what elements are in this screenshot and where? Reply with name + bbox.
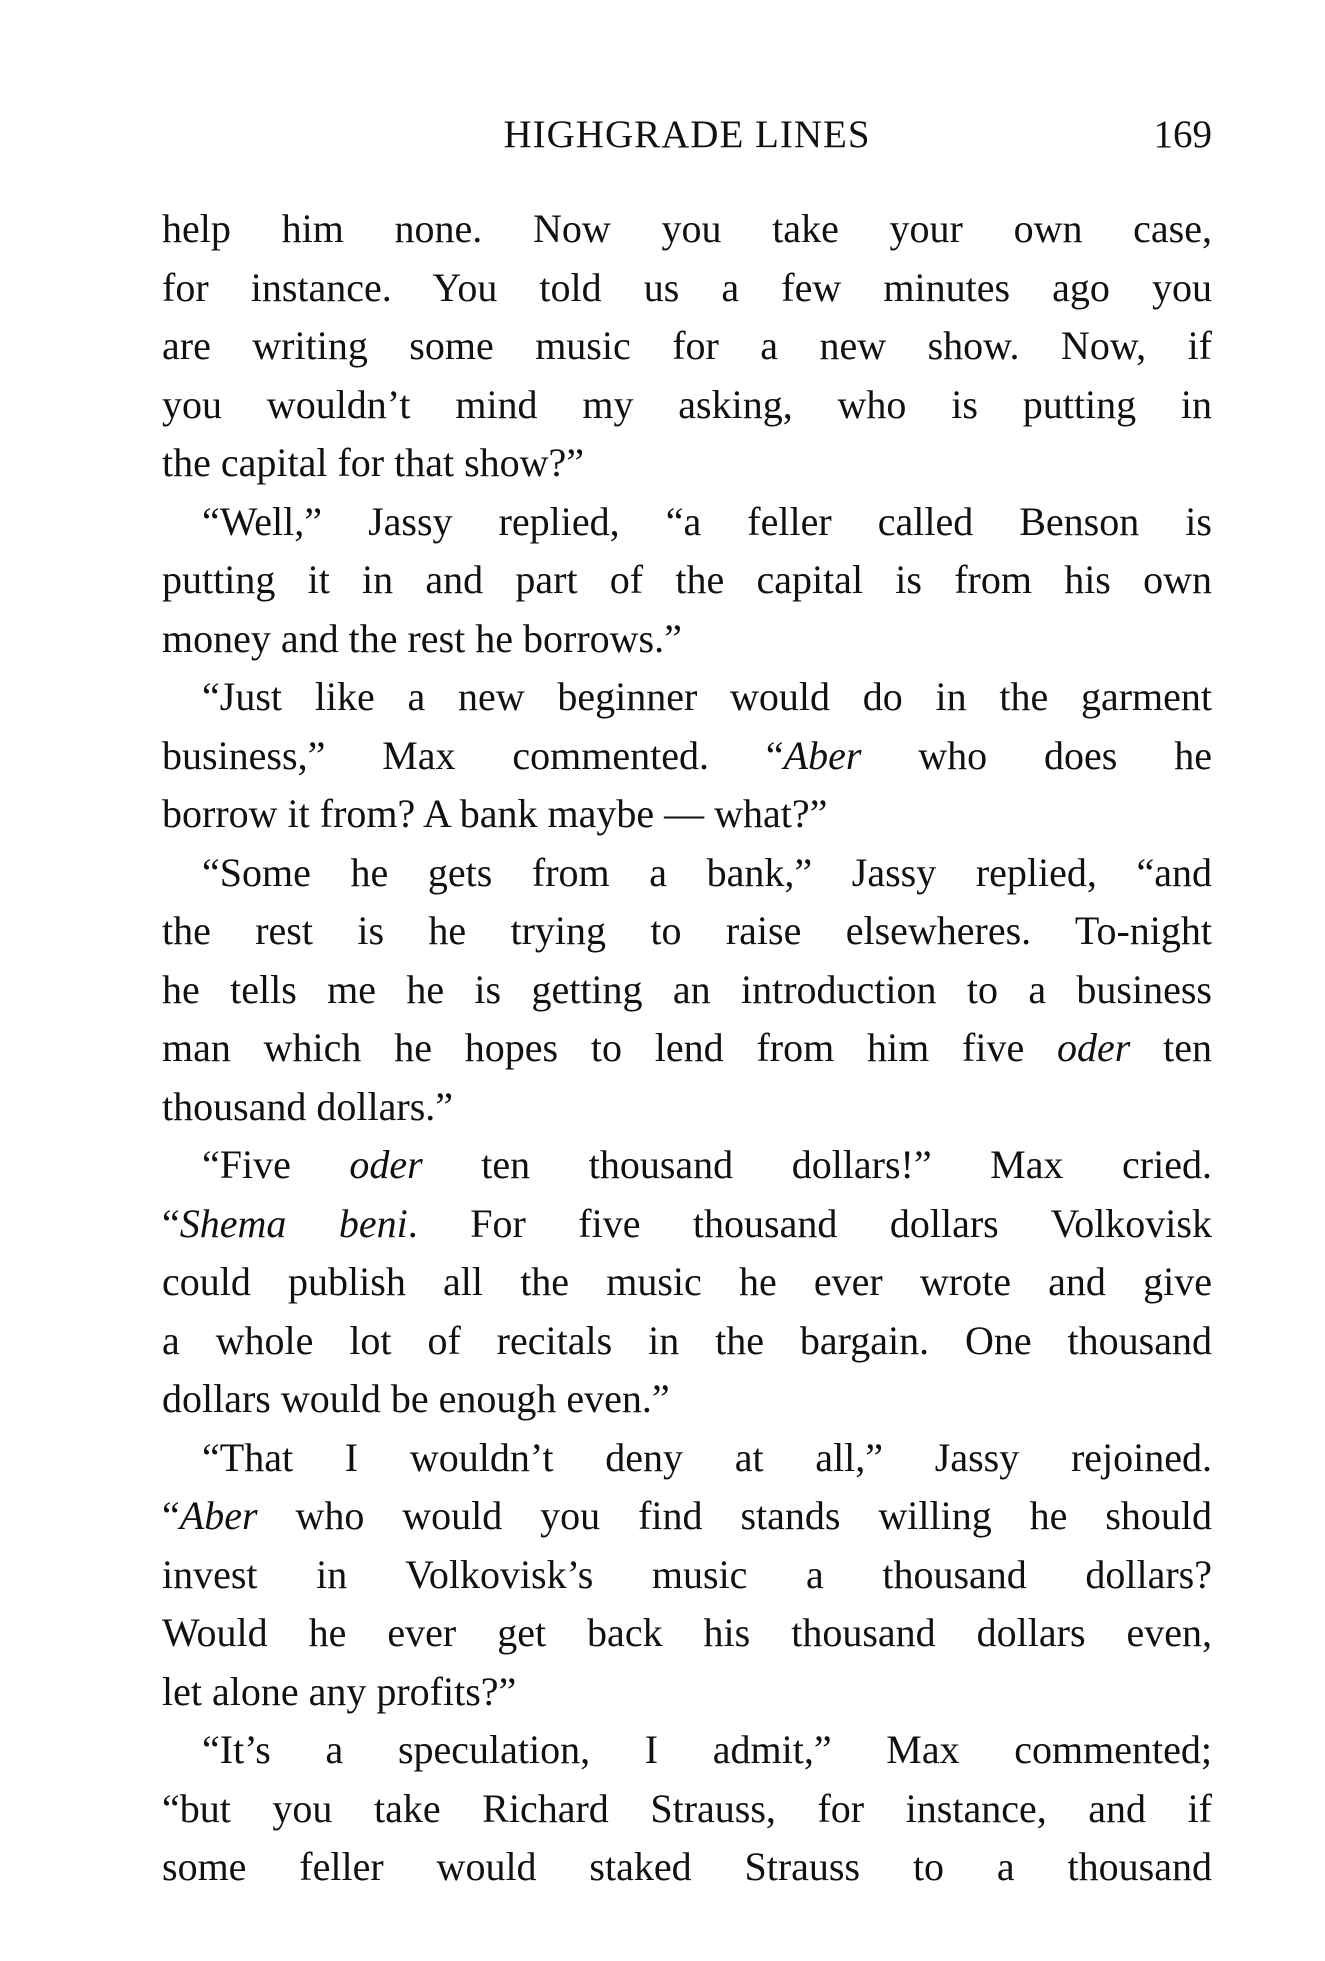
text-line: the rest is he trying to raise elsewheres. To-night — [162, 908, 1212, 953]
text-line: “but you take Richard Strauss, for instance, and if — [162, 1785, 1212, 1831]
text-line: a whole lot of recitals in the bargain. One thousand — [162, 1317, 1212, 1363]
text-line: help him none. Now you take your own case, — [162, 206, 1212, 251]
text-line: some feller would staked Strauss to a thousand — [162, 1844, 1212, 1889]
text-line: for instance. You told us a few minutes ago you — [162, 264, 1212, 310]
text-line: dollars would be enough even.” — [162, 1376, 670, 1421]
text-line: “Aber who would you find stands willing he should — [162, 1493, 1212, 1538]
text-line: “Well,” Jassy replied, “a feller called Benson is — [202, 498, 1212, 544]
text-line: “Some he gets from a bank,” Jassy replied, “and — [202, 849, 1212, 895]
text-line: money and the rest he borrows.” — [162, 615, 682, 661]
page-number: 169 — [1153, 113, 1212, 156]
text-line: “It’s a speculation, I admit,” Max commented; — [202, 1727, 1212, 1772]
text-line: borrow it from? A bank maybe — what?” — [162, 791, 828, 836]
text-line: the capital for that show?” — [162, 440, 585, 485]
page-header — [162, 112, 1212, 172]
text-line: invest in Volkovisk’s music a thousand dollars? — [162, 1551, 1212, 1597]
text-line: business,” Max commented. “Aber who does he — [162, 732, 1212, 778]
text-line: thousand dollars.” — [162, 1083, 454, 1129]
running-head: HIGHGRADE LINES — [503, 113, 871, 156]
text-line: are writing some music for a new show. Now, if — [162, 323, 1212, 368]
text-line: Would he ever get back his thousand dollars even, — [162, 1610, 1212, 1655]
text-line: “That I wouldn’t deny at all,” Jassy rejoined. — [202, 1434, 1212, 1480]
body-text — [162, 200, 1212, 1897]
text-line: you wouldn’t mind my asking, who is putting in — [162, 381, 1212, 427]
text-line: he tells me he is getting an introduction to a business — [162, 966, 1212, 1012]
text-line: “Five oder ten thousand dollars!” Max cried. — [202, 1142, 1212, 1187]
text-line: let alone any profits?” — [162, 1668, 517, 1714]
text-line: putting it in and part of the capital is from his own — [162, 557, 1212, 602]
text-line: “Shema beni. For five thousand dollars Volkovisk — [162, 1200, 1212, 1246]
text-line: man which he hopes to lend from him five oder ten — [162, 1025, 1212, 1070]
text-line: could publish all the music he ever wrote and give — [162, 1259, 1212, 1304]
text-line: “Just like a new beginner would do in the garment — [202, 674, 1212, 719]
